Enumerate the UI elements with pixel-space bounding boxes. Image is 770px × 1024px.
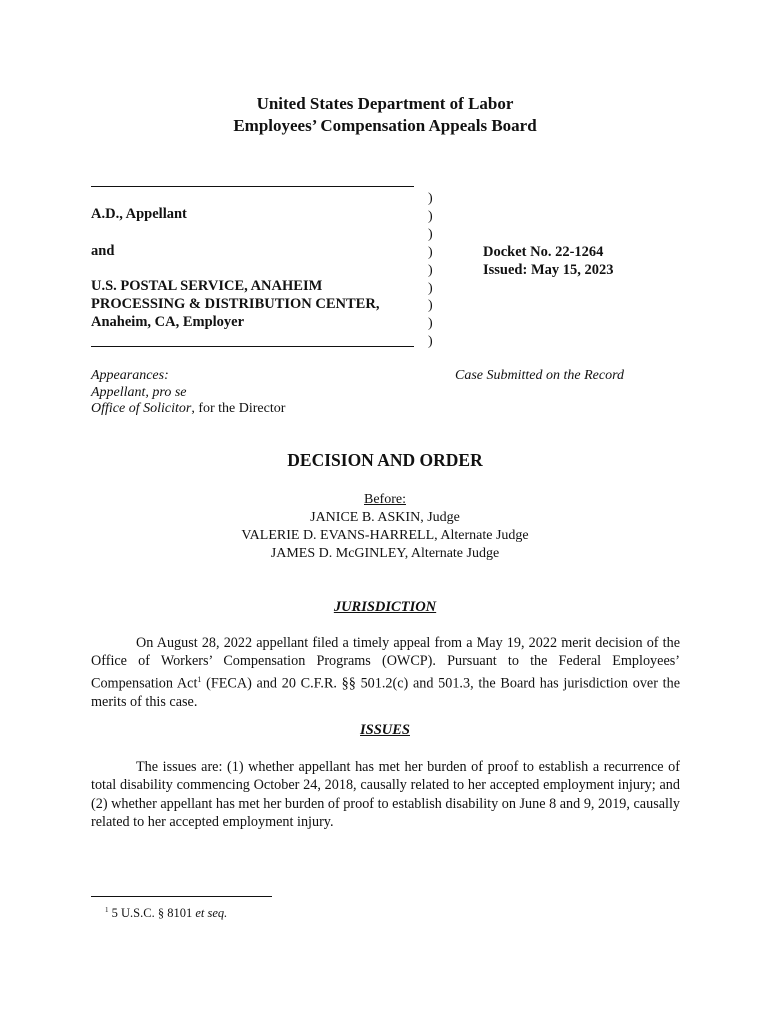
paren: ) (428, 208, 433, 224)
footnote-rule (91, 896, 272, 897)
footnote-ref: 1 (197, 674, 202, 684)
office-of-solicitor: Office of Solicitor (91, 401, 192, 416)
paren: ) (428, 226, 433, 242)
employer-line-2: PROCESSING & DISTRIBUTION CENTER, (91, 296, 380, 312)
issues-paragraph (91, 758, 680, 831)
caption-bottom-rule (91, 346, 414, 347)
caption-paren-column (428, 190, 440, 351)
agency-title: United States Department of Labor (256, 94, 514, 113)
jurisdiction-text-1: On August 28, 2022 appellant filed a timely appeal from a May 19, 2022 merit decision of the Office of Workers’ Compensation Programs (OWCP). Pursuant to the Federal Employees’ Compensation Act (91, 635, 680, 692)
appellant-name: A.D., Appellant (91, 206, 187, 222)
decision-title: DECISION AND ORDER (287, 450, 483, 470)
solicitor-appearance (91, 401, 285, 417)
issues-heading: ISSUES (360, 722, 410, 738)
footnote-number: 1 (105, 906, 109, 914)
issues-text: The issues are: (1) whether appellant has met her burden of proof to establish a recurrence of total disability commencing October 24, 2018, causally related to her accepted employment injury; and (2) whether appellant has met her burden of proof to establish disability on June 8 and 9, 2019, causally related to her accepted employment injury. (91, 759, 680, 830)
board-title: Employees’ Compensation Appeals Board (233, 116, 537, 135)
caption-and: and (91, 243, 115, 259)
footnote-et-seq: et seq. (195, 906, 228, 921)
jurisdiction-paragraph (91, 634, 680, 711)
paren: ) (428, 298, 433, 314)
paren: ) (428, 334, 433, 350)
footnote-text: 5 U.S.C. § 8101 (111, 906, 193, 921)
judge-1: JANICE B. ASKIN, Judge (310, 510, 460, 525)
for-the-director: , for the Director (191, 401, 286, 416)
issued-date: Issued: May 15, 2023 (483, 262, 614, 278)
jurisdiction-text-2: (FECA) and 20 C.F.R. §§ 501.2(c) and 501.3, the Board has jurisdiction over the merits of this case. (91, 675, 680, 710)
appearances-label: Appearances: (91, 368, 169, 383)
before-label: Before: (364, 492, 406, 507)
footnote-1 (105, 906, 227, 921)
caption-top-rule (91, 186, 414, 187)
appellant-appearance: Appellant, pro se (91, 385, 187, 400)
paren: ) (428, 244, 433, 260)
docket-number: Docket No. 22-1264 (483, 244, 604, 260)
employer-line-1: U.S. POSTAL SERVICE, ANAHEIM (91, 278, 323, 294)
case-submitted: Case Submitted on the Record (455, 368, 625, 383)
paren: ) (428, 280, 433, 296)
paren: ) (428, 316, 433, 332)
judge-3: JAMES D. McGINLEY, Alternate Judge (270, 546, 500, 561)
jurisdiction-heading: JURISDICTION (333, 599, 437, 615)
judge-2: VALERIE D. EVANS-HARRELL, Alternate Judge (241, 528, 529, 543)
employer-line-3: Anaheim, CA, Employer (91, 314, 245, 330)
paren: ) (428, 191, 433, 206)
paren: ) (428, 262, 433, 278)
